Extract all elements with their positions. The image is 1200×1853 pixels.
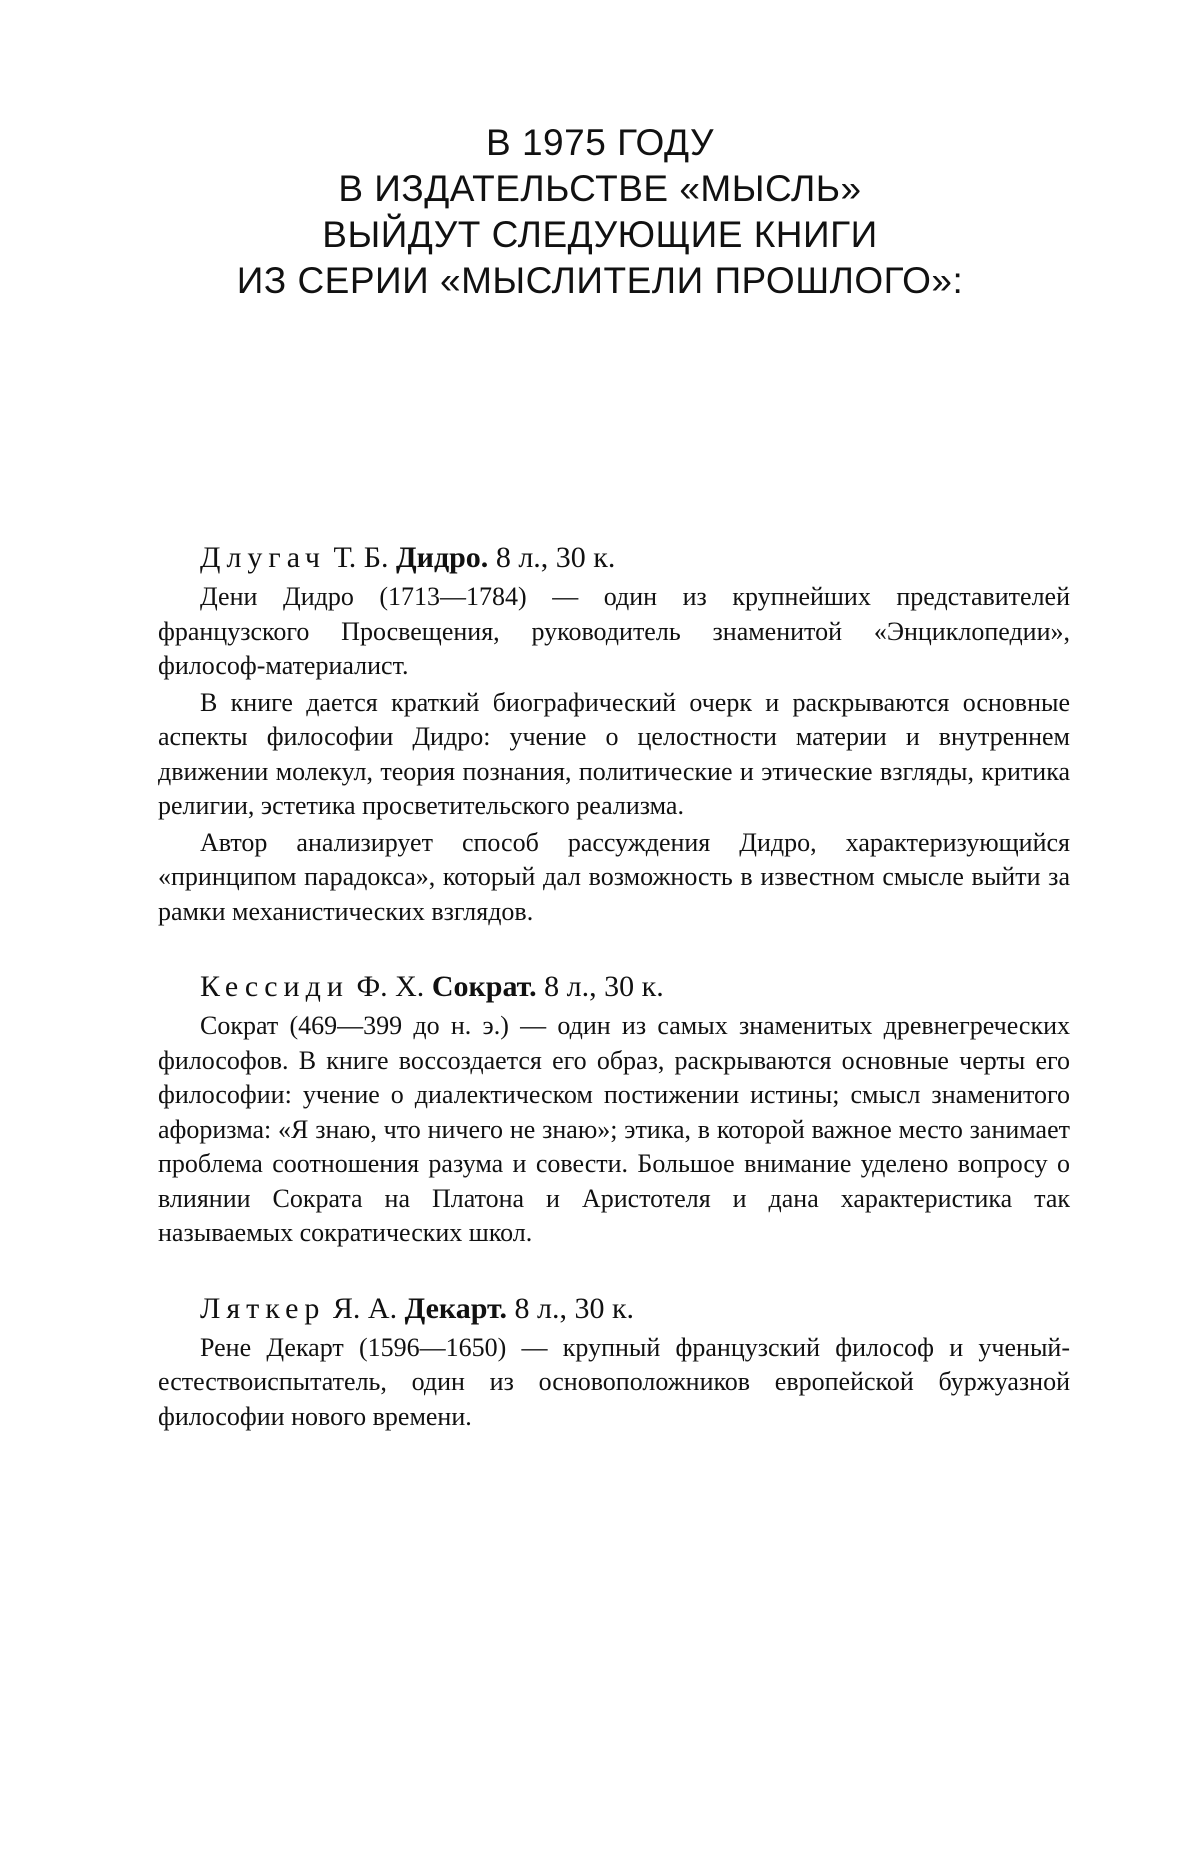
book-entry-socrates <box>158 967 1070 1251</box>
entry-paragraph: Дени Дидро (1713—1784) — один из крупнейших представителей французского Просвещения, руководитель знаменитой «Энциклопедии», философ-материалист. <box>158 582 1070 680</box>
entry-paragraph: Автор анализирует способ рассуждения Дидро, характеризующийся «принципом парадокса», который дал возможность в известном смысле выйти за рамки механистических взглядов. <box>158 827 1070 926</box>
entry-paragraph: Сократ (469—399 до н. э.) — один из самых знаменитых древнегреческих философов. В книге воссоздается его образ, раскрываются основные черты его философии: учение о диалектическом постижении истины; смысл знаменитого афоризма: «Я знаю, что ничего не знаю»; этика, в которой важное место занимает проблема соотношения разума и совести. Большое внимание уделено вопросу о влиянии Сократа на Платона и Аристотеля и дана характеристика так называемых сократических школ. <box>158 1011 1070 1247</box>
heading-line: В ИЗДАТЕЛЬСТВЕ «МЫСЛЬ» <box>338 168 862 209</box>
book-entry-descartes <box>158 1289 1070 1435</box>
book-price: 8 л., 30 к. <box>495 541 616 574</box>
heading-line: В 1975 ГОДУ <box>486 122 714 163</box>
author-initials: Ф. Х. <box>356 970 425 1003</box>
author-name: Ляткер <box>200 1291 326 1325</box>
book-title: Сократ. <box>431 970 537 1003</box>
heading-line: ВЫЙДУТ СЛЕДУЮЩИЕ КНИГИ <box>322 214 878 255</box>
author-name: Кессиди <box>200 970 349 1003</box>
book-entry-diderot <box>158 538 1070 929</box>
entry-title <box>158 967 1070 1007</box>
entry-title <box>158 538 1070 578</box>
author-initials: Я. А. <box>332 1291 398 1325</box>
heading-line: ИЗ СЕРИИ «МЫСЛИТЕЛИ ПРОШЛОГО»: <box>236 260 964 301</box>
book-price: 8 л., 30 к. <box>514 1291 635 1325</box>
announcement-heading <box>0 120 1200 304</box>
entry-paragraph: Рене Декарт (1596—1650) — крупный французский философ и ученый-естествоиспытатель, один из основоположников европейской буржуазной философии нового времени. <box>158 1332 1070 1431</box>
author-name: Длугач <box>200 541 326 574</box>
book-price: 8 л., 30 к. <box>544 970 664 1003</box>
book-list <box>158 538 1070 1472</box>
book-title: Декарт. <box>404 1291 508 1325</box>
entry-paragraph: В книге дается краткий биографический очерк и раскрываются основные аспекты философии Дидро: учение о целостности материи и внутреннем движении молекул, теория познания, политические и этические взгляды, критика религии, эстетика просветительского реализма. <box>158 687 1070 820</box>
author-initials: Т. Б. <box>333 541 389 574</box>
entry-title <box>158 1289 1070 1329</box>
book-title: Дидро. <box>396 541 489 574</box>
